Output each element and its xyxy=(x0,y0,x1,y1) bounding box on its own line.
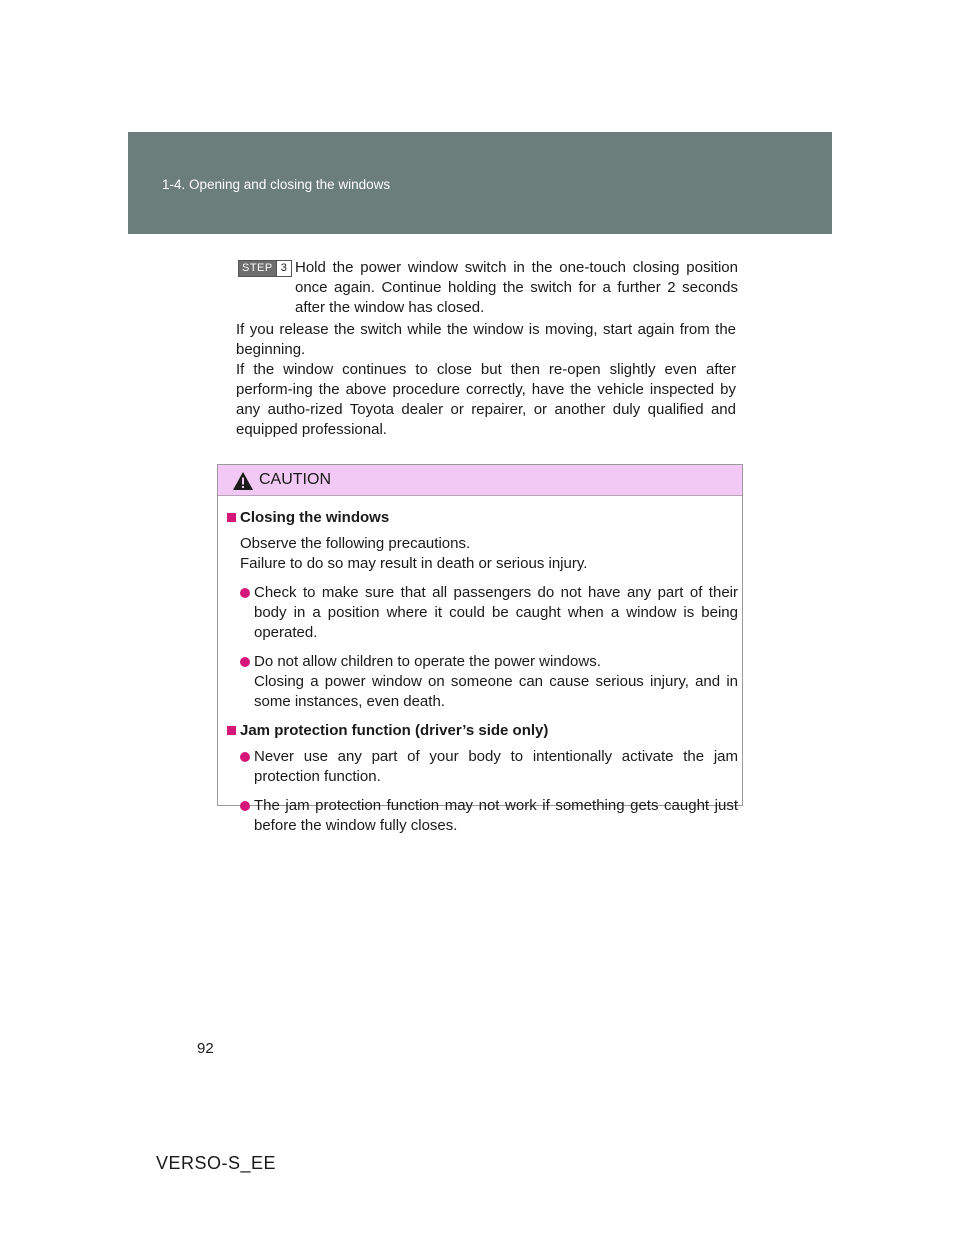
step-badge xyxy=(238,260,292,277)
section-title: 1-4. Opening and closing the windows xyxy=(162,177,391,192)
step-number: 3 xyxy=(276,261,291,276)
section-heading xyxy=(224,508,738,528)
square-bullet-icon xyxy=(227,513,236,522)
page-number: 92 xyxy=(197,1040,214,1057)
list-item-text: Never use any part of your body to intentionally activate the jam protection function. xyxy=(254,748,738,785)
list-item xyxy=(224,747,738,787)
warning-icon xyxy=(232,471,254,491)
section-header-band xyxy=(128,132,832,234)
body-paragraph: If the window continues to close but then re-open slightly even after perform-ing the above procedure correctly, have the vehicle inspected by any autho-rized Toyota dealer or repairer, or another duly qualified and equipped professional. xyxy=(236,361,736,438)
section-heading-text: Jam protection function (driver’s side only) xyxy=(240,722,549,739)
list-item xyxy=(224,583,738,643)
round-bullet-icon xyxy=(240,801,250,811)
square-bullet-icon xyxy=(227,726,236,735)
round-bullet-icon xyxy=(240,588,250,598)
section-heading xyxy=(224,721,738,741)
caution-box xyxy=(217,464,743,834)
document-id: VERSO-S_EE xyxy=(156,1153,277,1173)
caution-text: Failure to do so may result in death or serious injury. xyxy=(240,555,588,572)
caution-title: CAUTION xyxy=(259,471,331,488)
list-item-text: Check to make sure that all passengers do not have any part of their body in a position where it could be caught when a window is being operated. xyxy=(254,584,738,641)
step-text: Hold the power window switch in the one-touch closing position once again. Continue holding the switch for a further 2 seconds after the window has closed. xyxy=(295,259,738,316)
list-item xyxy=(224,796,738,836)
caution-body xyxy=(218,496,742,836)
body-paragraph: If you release the switch while the window is moving, start again from the beginning. xyxy=(236,321,736,358)
list-item xyxy=(224,652,738,712)
step-item xyxy=(238,258,738,318)
list-item-text: The jam protection function may not work if something gets caught just before the window fully closes. xyxy=(254,797,738,834)
list-item-text: Closing a power window on someone can cause serious injury, and in some instances, even death. xyxy=(254,673,738,710)
step-label: STEP xyxy=(239,261,276,276)
section-heading-text: Closing the windows xyxy=(240,509,390,526)
list-item-text: Do not allow children to operate the power windows. xyxy=(254,653,601,670)
round-bullet-icon xyxy=(240,752,250,762)
caution-header xyxy=(218,465,742,496)
round-bullet-icon xyxy=(240,657,250,667)
caution-text: Observe the following precautions. xyxy=(240,535,471,552)
